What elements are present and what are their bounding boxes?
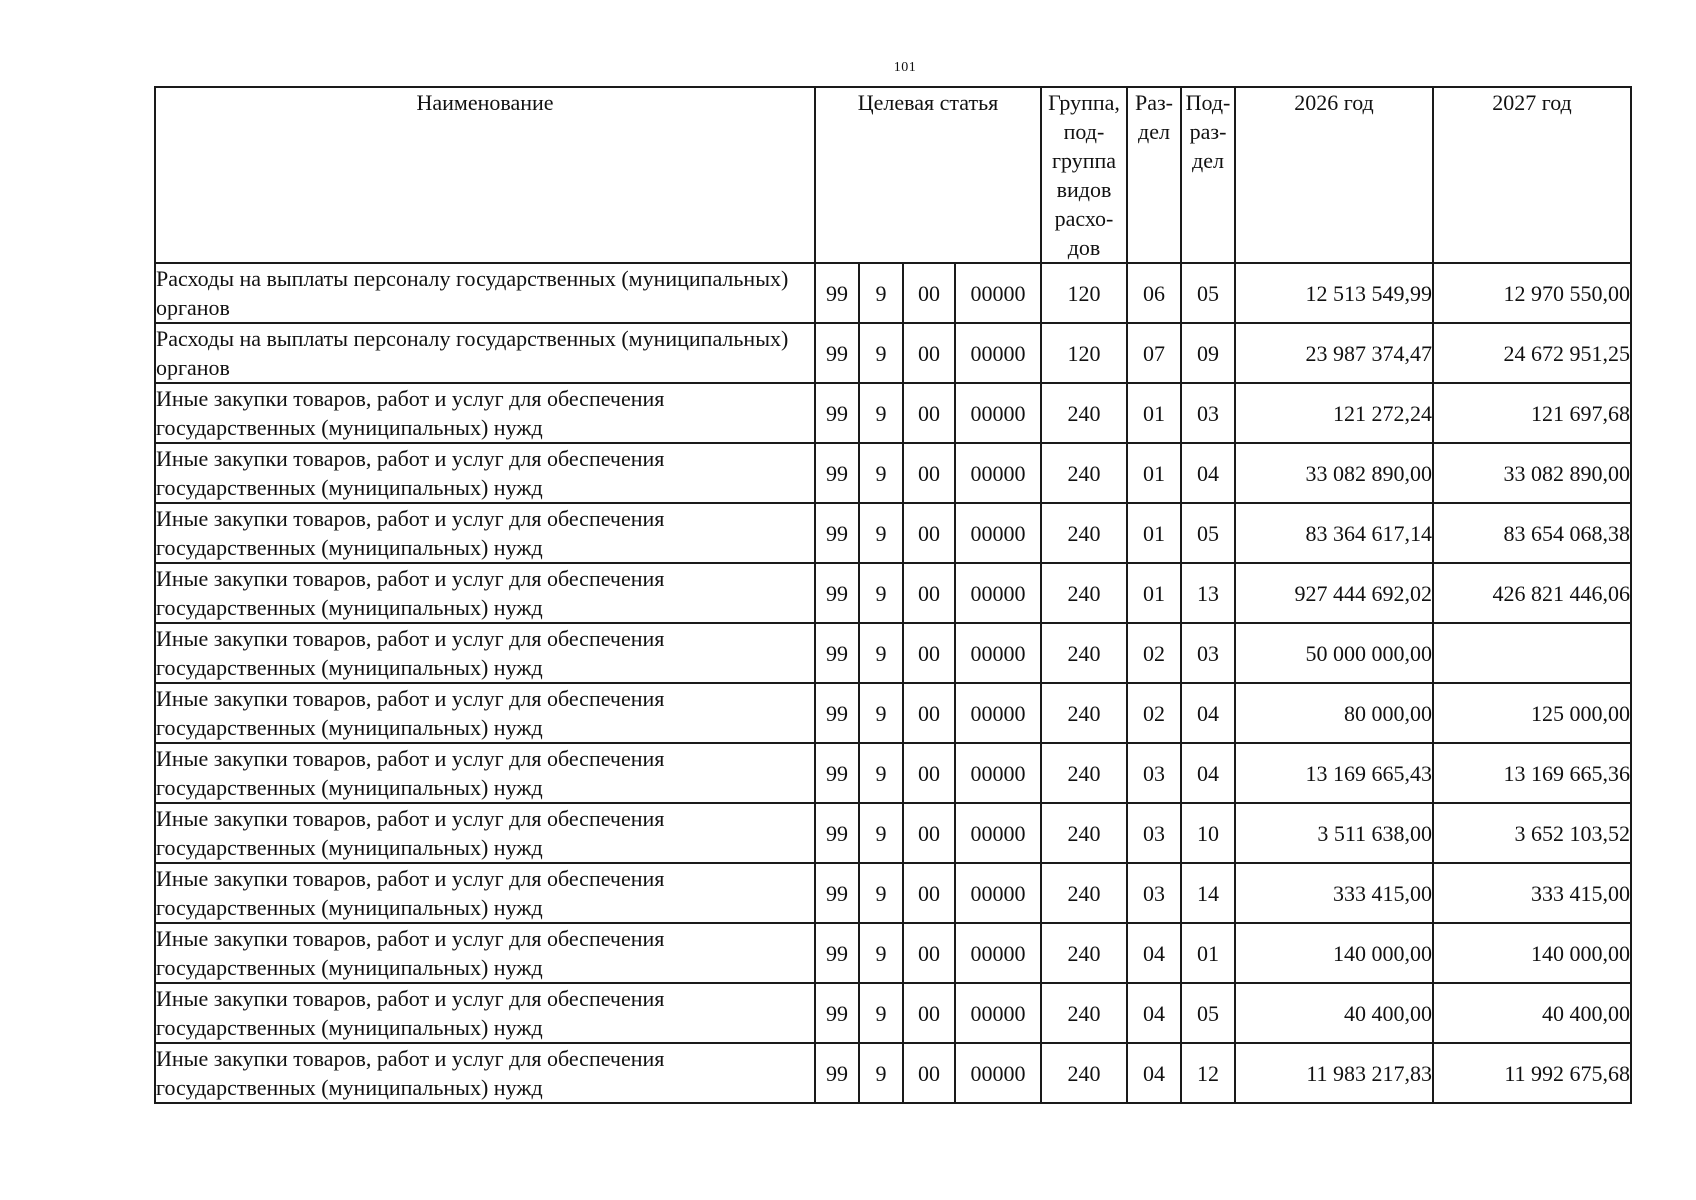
budget-table [154,86,1632,1104]
amount-2027 [1433,623,1631,683]
amount-2026: 11 983 217,83 [1235,1043,1433,1103]
target-article-main-event: 00 [903,263,955,323]
target-article-main-event: 00 [903,563,955,623]
amount-2026: 23 987 374,47 [1235,323,1433,383]
table-row [155,923,1631,983]
subsection: 05 [1181,983,1235,1043]
target-article-main-event: 00 [903,743,955,803]
amount-2027: 140 000,00 [1433,923,1631,983]
subsection: 04 [1181,683,1235,743]
target-article-subprogram: 9 [859,263,903,323]
table-row [155,503,1631,563]
target-article-direction: 00000 [955,443,1041,503]
table-row [155,683,1631,743]
section: 07 [1127,323,1181,383]
target-article-main-event: 00 [903,803,955,863]
expense-group: 240 [1041,443,1127,503]
target-article-direction: 00000 [955,623,1041,683]
header-expense-group: Группа, под- группа видов расхо- дов [1041,87,1127,263]
target-article-program: 99 [815,803,859,863]
expense-group: 240 [1041,743,1127,803]
subsection: 05 [1181,503,1235,563]
table-row [155,623,1631,683]
expense-group: 240 [1041,683,1127,743]
target-article-subprogram: 9 [859,743,903,803]
subsection: 03 [1181,383,1235,443]
section: 02 [1127,623,1181,683]
section: 03 [1127,863,1181,923]
subsection: 01 [1181,923,1235,983]
target-article-subprogram: 9 [859,1043,903,1103]
target-article-subprogram: 9 [859,323,903,383]
page-number: 101 [893,60,917,75]
subsection: 03 [1181,623,1235,683]
target-article-direction: 00000 [955,383,1041,443]
section: 04 [1127,923,1181,983]
target-article-direction: 00000 [955,503,1041,563]
table-row [155,863,1631,923]
amount-2026: 40 400,00 [1235,983,1433,1043]
target-article-direction: 00000 [955,923,1041,983]
row-name: Расходы на выплаты персоналу государственных (муниципальных) органов [155,263,815,323]
target-article-direction: 00000 [955,863,1041,923]
target-article-program: 99 [815,683,859,743]
amount-2026: 50 000 000,00 [1235,623,1433,683]
section: 03 [1127,803,1181,863]
target-article-program: 99 [815,503,859,563]
target-article-program: 99 [815,983,859,1043]
target-article-subprogram: 9 [859,923,903,983]
section: 01 [1127,503,1181,563]
target-article-subprogram: 9 [859,983,903,1043]
amount-2026: 3 511 638,00 [1235,803,1433,863]
target-article-program: 99 [815,743,859,803]
row-name: Иные закупки товаров, работ и услуг для обеспечения государственных (муниципальных) нужд [155,743,815,803]
expense-group: 120 [1041,263,1127,323]
target-article-main-event: 00 [903,443,955,503]
target-article-program: 99 [815,1043,859,1103]
target-article-program: 99 [815,443,859,503]
amount-2027: 333 415,00 [1433,863,1631,923]
expense-group: 240 [1041,863,1127,923]
target-article-main-event: 00 [903,683,955,743]
target-article-subprogram: 9 [859,563,903,623]
amount-2026: 12 513 549,99 [1235,263,1433,323]
target-article-direction: 00000 [955,983,1041,1043]
target-article-main-event: 00 [903,923,955,983]
amount-2027: 83 654 068,38 [1433,503,1631,563]
subsection: 05 [1181,263,1235,323]
target-article-subprogram: 9 [859,503,903,563]
subsection: 04 [1181,743,1235,803]
amount-2027: 13 169 665,36 [1433,743,1631,803]
row-name: Иные закупки товаров, работ и услуг для обеспечения государственных (муниципальных) нужд [155,443,815,503]
amount-2026: 80 000,00 [1235,683,1433,743]
row-name: Иные закупки товаров, работ и услуг для обеспечения государственных (муниципальных) нужд [155,563,815,623]
row-name: Расходы на выплаты персоналу государственных (муниципальных) органов [155,323,815,383]
target-article-direction: 00000 [955,563,1041,623]
target-article-subprogram: 9 [859,443,903,503]
expense-group: 240 [1041,1043,1127,1103]
expense-group: 240 [1041,563,1127,623]
header-year-2026: 2026 год [1235,87,1433,263]
section: 01 [1127,383,1181,443]
section: 01 [1127,443,1181,503]
expense-group: 120 [1041,323,1127,383]
amount-2026: 83 364 617,14 [1235,503,1433,563]
amount-2027: 12 970 550,00 [1433,263,1631,323]
amount-2026: 333 415,00 [1235,863,1433,923]
table-header-row [155,87,1631,263]
section: 06 [1127,263,1181,323]
subsection: 14 [1181,863,1235,923]
amount-2027: 24 672 951,25 [1433,323,1631,383]
row-name: Иные закупки товаров, работ и услуг для обеспечения государственных (муниципальных) нужд [155,923,815,983]
target-article-main-event: 00 [903,323,955,383]
target-article-program: 99 [815,383,859,443]
target-article-main-event: 00 [903,383,955,443]
subsection: 09 [1181,323,1235,383]
expense-group: 240 [1041,923,1127,983]
expense-group: 240 [1041,503,1127,563]
expense-group: 240 [1041,623,1127,683]
target-article-direction: 00000 [955,323,1041,383]
amount-2027: 3 652 103,52 [1433,803,1631,863]
target-article-subprogram: 9 [859,683,903,743]
amount-2027: 40 400,00 [1433,983,1631,1043]
amount-2027: 121 697,68 [1433,383,1631,443]
subsection: 12 [1181,1043,1235,1103]
row-name: Иные закупки товаров, работ и услуг для обеспечения государственных (муниципальных) нужд [155,623,815,683]
row-name: Иные закупки товаров, работ и услуг для обеспечения государственных (муниципальных) нужд [155,383,815,443]
expense-group: 240 [1041,803,1127,863]
target-article-subprogram: 9 [859,863,903,923]
table-row [155,743,1631,803]
section: 01 [1127,563,1181,623]
section: 03 [1127,743,1181,803]
target-article-direction: 00000 [955,263,1041,323]
section: 04 [1127,1043,1181,1103]
header-year-2027: 2027 год [1433,87,1631,263]
amount-2026: 121 272,24 [1235,383,1433,443]
target-article-direction: 00000 [955,803,1041,863]
row-name: Иные закупки товаров, работ и услуг для обеспечения государственных (муниципальных) нужд [155,683,815,743]
target-article-direction: 00000 [955,743,1041,803]
section: 02 [1127,683,1181,743]
amount-2027: 33 082 890,00 [1433,443,1631,503]
target-article-program: 99 [815,323,859,383]
table-row [155,563,1631,623]
amount-2026: 33 082 890,00 [1235,443,1433,503]
subsection: 04 [1181,443,1235,503]
target-article-main-event: 00 [903,1043,955,1103]
target-article-direction: 00000 [955,683,1041,743]
subsection: 13 [1181,563,1235,623]
amount-2026: 140 000,00 [1235,923,1433,983]
table-row [155,1043,1631,1103]
target-article-direction: 00000 [955,1043,1041,1103]
expense-group: 240 [1041,383,1127,443]
row-name: Иные закупки товаров, работ и услуг для обеспечения государственных (муниципальных) нужд [155,1043,815,1103]
target-article-main-event: 00 [903,863,955,923]
target-article-program: 99 [815,263,859,323]
table-row [155,263,1631,323]
header-section: Раз- дел [1127,87,1181,263]
amount-2027: 11 992 675,68 [1433,1043,1631,1103]
amount-2026: 927 444 692,02 [1235,563,1433,623]
header-target-article: Целевая статья [815,87,1041,263]
target-article-subprogram: 9 [859,623,903,683]
table-row [155,443,1631,503]
target-article-main-event: 00 [903,503,955,563]
amount-2027: 426 821 446,06 [1433,563,1631,623]
amount-2026: 13 169 665,43 [1235,743,1433,803]
target-article-main-event: 00 [903,983,955,1043]
target-article-program: 99 [815,863,859,923]
target-article-program: 99 [815,563,859,623]
target-article-program: 99 [815,623,859,683]
row-name: Иные закупки товаров, работ и услуг для обеспечения государственных (муниципальных) нужд [155,863,815,923]
target-article-main-event: 00 [903,623,955,683]
subsection: 10 [1181,803,1235,863]
target-article-subprogram: 9 [859,803,903,863]
row-name: Иные закупки товаров, работ и услуг для обеспечения государственных (муниципальных) нужд [155,503,815,563]
table-row [155,803,1631,863]
table-row [155,383,1631,443]
header-subsection: Под- раз- дел [1181,87,1235,263]
row-name: Иные закупки товаров, работ и услуг для обеспечения государственных (муниципальных) нужд [155,803,815,863]
section: 04 [1127,983,1181,1043]
header-name: Наименование [155,87,815,263]
target-article-program: 99 [815,923,859,983]
row-name: Иные закупки товаров, работ и услуг для обеспечения государственных (муниципальных) нужд [155,983,815,1043]
table-row [155,323,1631,383]
table-row [155,983,1631,1043]
expense-group: 240 [1041,983,1127,1043]
target-article-subprogram: 9 [859,383,903,443]
amount-2027: 125 000,00 [1433,683,1631,743]
